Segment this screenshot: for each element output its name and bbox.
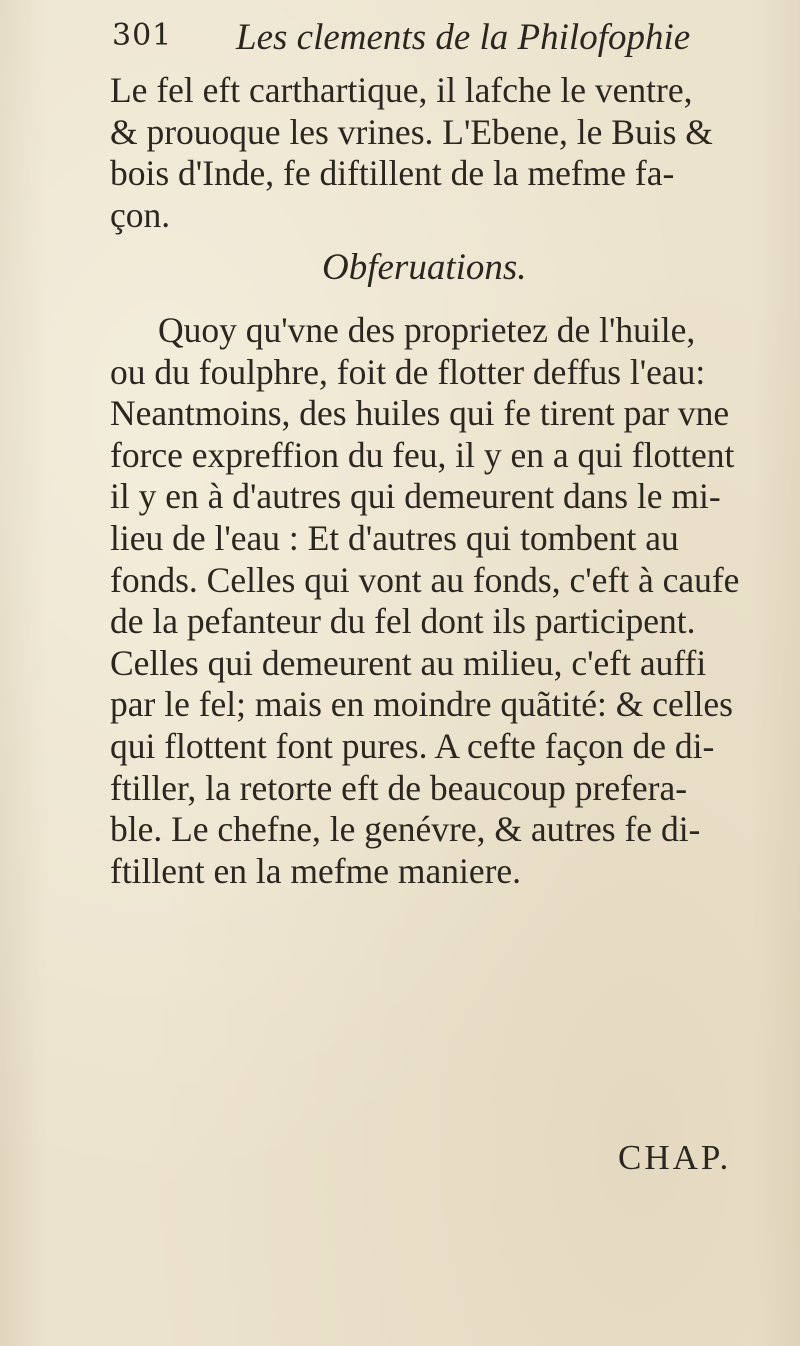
text-line: Le fel eft carthartique, il lafche le ventre, [110, 70, 693, 110]
text-line: ftiller, la retorte eft de beaucoup prefera- [110, 767, 688, 808]
text-line: par le fel; mais en moindre quãtité: & celles [110, 684, 734, 725]
running-title: Les clements de la Philofophie [236, 17, 691, 58]
page-number: 301 [112, 18, 173, 53]
section-title: Obferuations. [322, 247, 527, 288]
paragraph-1 [110, 70, 800, 236]
text-line: ble. Le chefne, le genévre, & autres fe di- [110, 809, 701, 850]
text-line: Quoy qu'vne des proprietez de l'huile, [158, 310, 696, 350]
text-line: force expreffion du feu, il y en a qui flottent [110, 434, 735, 475]
text-line: ftillent en la mefme maniere. [110, 850, 522, 891]
text-line: ou du foulphre, foit de flotter deffus l'eau: [110, 351, 706, 392]
running-head [112, 12, 752, 58]
text-line: qui flottent font pures. A cefte façon de di- [110, 725, 715, 766]
text-line: il y en à d'autres qui demeurent dans le mi- [110, 476, 721, 517]
text-line: de la pefanteur du fel dont ils participent. [110, 601, 696, 642]
catchword: CHAP. [618, 1138, 732, 1177]
text-line: Neantmoins, des huiles qui fe tirent par vne [110, 393, 730, 434]
text-line: fonds. Celles qui vont au fonds, c'eft à caufe [110, 559, 740, 600]
text-line: Celles qui demeurent au milieu, c'eft auffi [110, 642, 707, 683]
paragraph-2 [110, 310, 800, 892]
text-line: lieu de l'eau : Et d'autres qui tombent au [110, 517, 679, 558]
text-line: çon. [110, 194, 171, 235]
text-line: bois d'Inde, fe diftillent de la mefme fa- [110, 153, 675, 194]
text-line: & prouoque les vrines. L'Ebene, le Buis & [110, 111, 713, 152]
